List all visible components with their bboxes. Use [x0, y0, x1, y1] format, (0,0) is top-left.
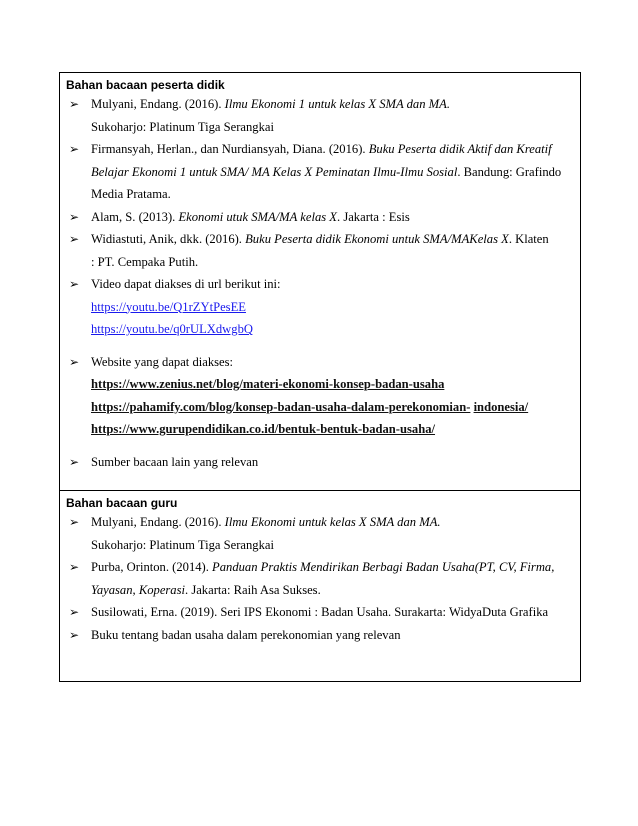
reference-text: Widiastuti, Anik, dkk. (2016).: [91, 232, 246, 246]
reference-continuation: [66, 161, 580, 184]
reference-item: [66, 228, 580, 251]
arrow-bullet-icon: ➢: [69, 560, 80, 574]
student-reading-heading: Bahan bacaan peserta didik: [66, 78, 225, 92]
video-link-2[interactable]: https://youtu.be/q0rULXdwgbQ: [91, 322, 253, 336]
reference-text: Buku tentang badan usaha dalam perekonomian yang relevan: [91, 627, 401, 642]
reference-item: [66, 93, 580, 116]
arrow-bullet-icon: ➢: [69, 277, 80, 291]
reference-title: Belajar Ekonomi 1 untuk SMA/ MA Kelas X Peminatan Ilmu-Ilmu Sosial: [91, 164, 458, 179]
reference-title: Buku Peserta didik Ekonomi untuk SMA/MAKelas X: [245, 232, 509, 246]
arrow-bullet-icon: ➢: [69, 454, 80, 469]
reference-title: Ekonomi utuk SMA/MA kelas X: [178, 209, 338, 224]
student-reading-section: [60, 77, 580, 491]
reference-text: Alam, S. (2013).: [91, 209, 179, 224]
video-label: Video dapat diakses di url berikut ini:: [91, 277, 281, 291]
reference-title: Buku Peserta didik Aktif dan Kreatif: [368, 142, 552, 156]
video-item: [66, 273, 580, 296]
website-link-row: [66, 373, 580, 396]
reference-text: Susilowati, Erna. (2019). Seri IPS Ekonomi : Badan Usaha. Surakarta: WidyaDuta Grafika: [91, 605, 549, 619]
arrow-bullet-icon: ➢: [69, 209, 80, 224]
reference-text: . Bandung: Grafindo: [457, 164, 562, 179]
reading-materials-table: [59, 72, 581, 682]
reference-title: Ilmu Ekonomi 1 untuk kelas X SMA dan MA.: [224, 97, 450, 111]
reference-text: Firmansyah, Herlan., dan Nurdiansyah, Diana. (2016).: [91, 142, 369, 156]
website-link-row: [66, 396, 580, 419]
website-link-pahamify[interactable]: https://pahamify.com/blog/konsep-badan-usaha-dalam-perekonomian-: [91, 399, 471, 414]
reference-text: Sumber bacaan lain yang relevan: [91, 454, 259, 469]
reference-continuation: Sukoharjo: Platinum Tiga Serangkai: [91, 119, 274, 134]
reference-item: [66, 511, 580, 534]
reference-title: Panduan Praktis Mendirikan Berbagi Badan Usaha(PT, CV, Firma,: [212, 560, 555, 574]
reference-continuation: Sukoharjo: Platinum Tiga Serangkai: [91, 537, 274, 552]
spacer: [66, 341, 580, 351]
reference-item: [66, 624, 580, 647]
arrow-bullet-icon: ➢: [69, 142, 80, 156]
website-link-zenius[interactable]: https://www.zenius.net/blog/materi-ekonomi-konsep-badan-usaha: [91, 377, 445, 391]
reference-item: [66, 138, 580, 161]
arrow-bullet-icon: ➢: [69, 232, 80, 246]
arrow-bullet-icon: ➢: [69, 515, 80, 529]
teacher-reading-heading: Bahan bacaan guru: [66, 496, 178, 510]
arrow-bullet-icon: ➢: [69, 97, 80, 111]
arrow-bullet-icon: ➢: [69, 627, 80, 642]
website-link-gurupendidikan[interactable]: https://www.gurupendidikan.co.id/bentuk-bentuk-badan-usaha/: [91, 422, 436, 436]
reference-item: [66, 451, 580, 474]
website-label: Website yang dapat diakses:: [91, 354, 234, 369]
reference-item: [66, 556, 580, 579]
website-link-pahamify-cont[interactable]: indonesia/: [473, 399, 529, 414]
teacher-reading-section: [60, 495, 580, 681]
website-item: [66, 351, 580, 374]
reference-continuation: [66, 579, 580, 602]
website-link-row: [66, 418, 580, 441]
video-link-1[interactable]: https://youtu.be/Q1rZYtPesEE: [91, 299, 246, 314]
reference-text: . Klaten: [508, 232, 549, 246]
reference-item: [66, 601, 580, 624]
arrow-bullet-icon: ➢: [69, 605, 80, 619]
reference-title: Ilmu Ekonomi untuk kelas X SMA dan MA.: [224, 515, 441, 529]
spacer: [66, 441, 580, 451]
reference-item: [66, 206, 580, 229]
video-link-row: [66, 296, 580, 319]
arrow-bullet-icon: ➢: [69, 354, 80, 369]
reference-continuation: Media Pratama.: [91, 187, 171, 201]
reference-text: Purba, Orinton. (2014).: [91, 560, 213, 574]
video-link-row: [66, 318, 580, 341]
reference-text: . Jakarta: Raih Asa Sukses.: [185, 582, 321, 597]
reference-continuation: : PT. Cempaka Putih.: [91, 254, 199, 269]
reference-text: Mulyani, Endang. (2016).: [91, 97, 225, 111]
reference-text: . Jakarta : Esis: [337, 209, 410, 224]
reference-title: Yayasan, Koperasi: [91, 582, 186, 597]
reference-text: Mulyani, Endang. (2016).: [91, 515, 225, 529]
